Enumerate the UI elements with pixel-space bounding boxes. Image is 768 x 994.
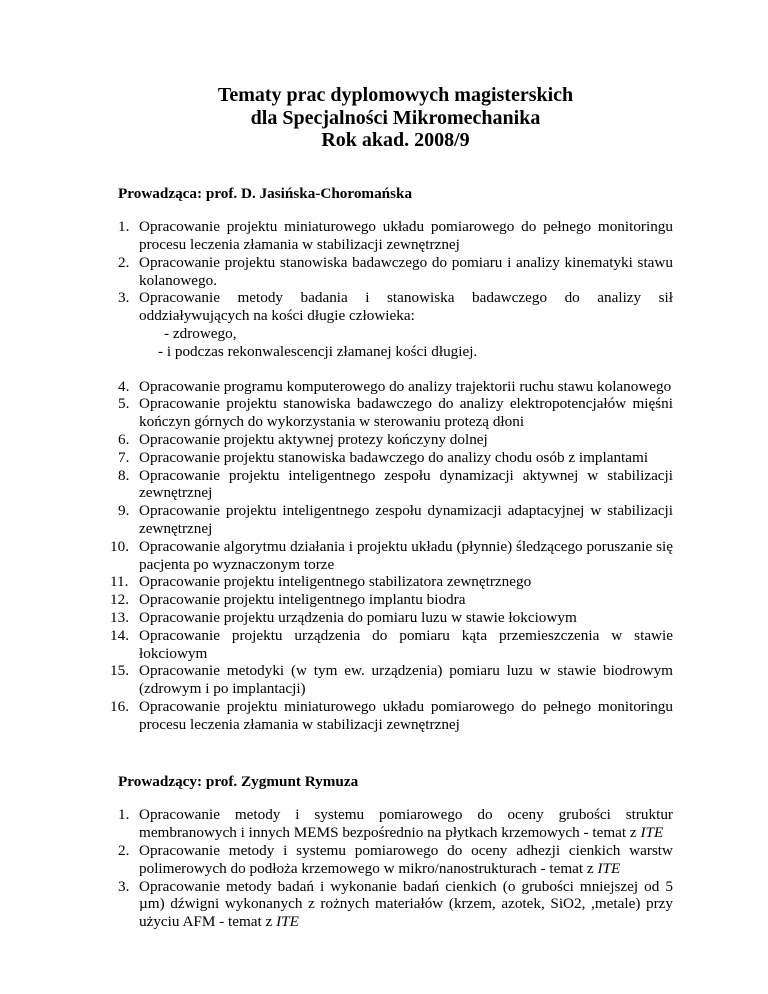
item-number: 14. [110, 626, 129, 644]
item-number: 1. [118, 806, 130, 824]
title-line-1: Tematy prac dyplomowych magisterskich [217, 84, 574, 106]
list-item [110, 662, 673, 698]
list-item [110, 591, 673, 609]
section-heading: Prowadząca: prof. D. Jasińska-Choromańska [118, 184, 413, 202]
list-item [110, 626, 673, 663]
item-number: 16. [110, 698, 129, 716]
list-item [110, 537, 673, 574]
document-page [110, 84, 673, 931]
item-text: Opracowanie projektu stanowiska badawczego do pomiaru i analizy kinematyki stawu kolanowego. [139, 253, 673, 289]
item-number: 8. [118, 466, 130, 484]
item-text: Opracowanie projektu inteligentnego zespołu dynamizacji aktywnej w stabilizacji zewnętrznej [139, 466, 673, 502]
list-item [118, 254, 673, 290]
sub-item: - i podczas rekonwalescencji złamanej kości długiej. [158, 342, 478, 360]
item-source: ITE [597, 859, 621, 877]
list-item [118, 218, 673, 254]
section-supervisor-1 [110, 184, 673, 734]
list-item [118, 842, 673, 878]
item-text: Opracowanie algorytmu działania i projektu układu (płynnie) śledzącego poruszanie się pacjenta po wyznaczonym torze [139, 537, 673, 573]
item-text: Opracowanie projektu inteligentnego stabilizatora zewnętrznego [139, 573, 532, 591]
item-text: Opracowanie metody badania i stanowiska badawczego do analizy sił oddziaływujących na kości długie człowieka: [139, 289, 673, 325]
item-text: Opracowanie projektu inteligentnego implantu biodra [139, 591, 466, 609]
list-item [118, 289, 673, 360]
item-text: Opracowanie projektu urządzenia do pomiaru kąta przemieszczenia w stawie łokciowym [139, 626, 673, 662]
item-text: Opracowanie metody badań i wykonanie badań cienkich (o grubości mniejszej od 5 µm) dźwigni wykonanych z rożnych materiałów (krzem, azotek, SiO2, ,metale) przy użyciu AFM - temat z [139, 877, 673, 931]
sub-item: - zdrowego, [164, 325, 237, 343]
item-text: Opracowanie metody i systemu pomiarowego do oceny grubości struktur membranowych i innych MEMS bezpośrednio na płytkach krzemowych - temat z [139, 806, 673, 842]
list-item [118, 502, 673, 538]
document-title [118, 84, 673, 152]
item-number: 4. [118, 377, 130, 395]
item-number: 7. [118, 448, 130, 466]
list-item [118, 431, 673, 449]
item-text: Opracowanie projektu urządzenia do pomiaru luzu w stawie łokciowym [139, 609, 577, 627]
item-number: 12. [110, 591, 129, 609]
item-number: 1. [118, 218, 130, 236]
item-number: 2. [118, 253, 130, 271]
list-item [110, 573, 673, 591]
section-supervisor-2 [118, 773, 673, 931]
list-item [118, 467, 673, 503]
section-heading: Prowadzący: prof. Zygmunt Rymuza [118, 772, 359, 790]
list-item [118, 395, 673, 431]
title-line-2: dla Specjalności Mikromechanika [250, 106, 541, 129]
item-text: Opracowanie metodyki (w tym ew. urządzenia) pomiaru luzu w stawie biodrowym (zdrowym i po implantacji) [139, 662, 673, 698]
item-text: Opracowanie projektu miniaturowego układu pomiarowego do pełnego monitoringu procesu leczenia złamania w stabilizacji zewnętrznej [139, 218, 673, 254]
topic-list [110, 218, 673, 733]
list-item [118, 378, 673, 396]
topic-list [118, 806, 673, 931]
list-item [118, 878, 673, 931]
list-item [110, 609, 673, 627]
item-text: Opracowanie metody i systemu pomiarowego do oceny adhezji cienkich warstw polimerowych do podłoża krzemowego w mikro/nanostrukturach - temat z [139, 842, 673, 877]
item-number: 3. [118, 877, 130, 895]
item-number: 6. [118, 431, 130, 449]
item-text: Opracowanie projektu aktywnej protezy kończyny dolnej [139, 431, 488, 449]
item-text: Opracowanie projektu stanowiska badawczego do analizy elektropotencjałów mięśni kończyn górnych do wykorzystania w sterowaniu protezą dłoni [139, 395, 673, 431]
item-text: Opracowanie projektu miniaturowego układu pomiarowego do pełnego monitoringu procesu leczenia złamania w stabilizacji zewnętrznej [139, 698, 673, 733]
item-source: ITE [640, 824, 664, 842]
item-number: 15. [110, 662, 129, 680]
item-text: Opracowanie projektu inteligentnego zespołu dynamizacji adaptacyjnej w stabilizacji zewnętrznej [139, 502, 673, 538]
item-number: 11. [110, 573, 129, 591]
item-text: Opracowanie projektu stanowiska badawczego do analizy chodu osób z implantami [139, 448, 649, 466]
item-number: 5. [118, 395, 130, 413]
item-number: 3. [118, 289, 130, 307]
item-source: ITE [276, 913, 299, 931]
item-number: 2. [118, 842, 130, 859]
item-number: 13. [110, 609, 129, 627]
item-text: Opracowanie programu komputerowego do analizy trajektorii ruchu stawu kolanowego [139, 377, 672, 395]
list-item [118, 806, 673, 842]
item-number: 10. [110, 537, 129, 555]
list-item [118, 449, 673, 467]
item-number: 9. [118, 502, 130, 520]
title-line-3: Rok akad. 2008/9 [321, 129, 470, 151]
list-item [110, 698, 673, 734]
